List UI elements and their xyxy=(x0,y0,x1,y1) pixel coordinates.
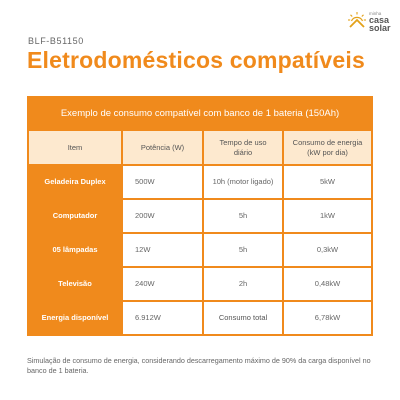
row-item-label: 05 lâmpadas xyxy=(52,245,98,255)
row-power-value: 500W xyxy=(123,166,202,198)
row-power-value: 6.912W xyxy=(123,302,202,334)
footnote: Simulação de consumo de energia, considerando descarregamento máximo de 90% da carga disponível no banco de 1 bateria. xyxy=(27,356,371,376)
row-time-value: 2h xyxy=(204,268,282,300)
brand-logo xyxy=(347,10,393,32)
row-energy-value: 1kW xyxy=(284,200,371,232)
row-power-value: 200W xyxy=(123,200,202,232)
row-time-value: 10h (motor ligado) xyxy=(204,166,282,198)
total-consumption-label: Consumo total xyxy=(204,302,282,334)
sun-house-icon xyxy=(347,11,367,31)
row-item-label: Geladeira Duplex xyxy=(44,177,106,187)
consumption-table xyxy=(27,96,373,336)
row-item-label: Televisão xyxy=(58,279,92,289)
column-header-energy: Consumo de energia (kW por dia) xyxy=(284,131,371,164)
column-header-item: Item xyxy=(29,131,121,164)
column-header-power: Potência (W) xyxy=(123,131,202,164)
row-energy-value: 5kW xyxy=(284,166,371,198)
row-item-label: Computador xyxy=(52,211,98,221)
row-power-value: 240W xyxy=(123,268,202,300)
logo-casa-text: casa xyxy=(369,15,390,25)
column-header-time: Tempo de uso diário xyxy=(204,131,282,164)
page-title: Eletrodomésticos compatíveis xyxy=(27,47,365,73)
row-item-label: Energia disponível xyxy=(41,313,109,323)
total-consumption-value: 6,78kW xyxy=(284,302,371,334)
row-energy-value: 0,48kW xyxy=(284,268,371,300)
row-energy-value: 0,3kW xyxy=(284,234,371,266)
logo-small-text: minha xyxy=(369,11,382,16)
row-time-value: 5h xyxy=(204,234,282,266)
logo-solar-text: solar xyxy=(369,23,391,33)
row-time-value: 5h xyxy=(204,200,282,232)
product-code: BLF-B51150 xyxy=(28,36,84,46)
table-caption: Exemplo de consumo compatível com banco de 1 bateria (150Ah) xyxy=(60,107,340,119)
row-power-value: 12W xyxy=(123,234,202,266)
